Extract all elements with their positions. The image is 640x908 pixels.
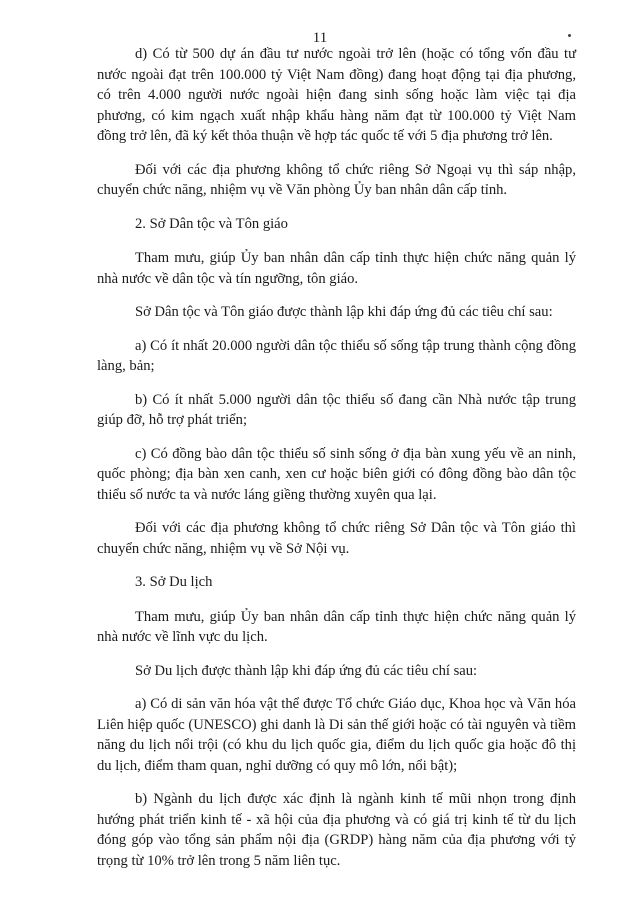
paragraph-foreign-affairs-merge-note: Đối với các địa phương không tổ chức riêng Sở Ngoại vụ thì sáp nhập, chuyển chức năng, nhiệm vụ về Văn phòng Ủy ban nhân dân cấp tỉnh. (97, 161, 576, 198)
paragraph-ethnic-religion-criteria-intro: Sở Dân tộc và Tôn giáo được thành lập khi đáp ứng đủ các tiêu chí sau: (135, 304, 553, 320)
paragraph-ethnic-criterion-c: c) Có đồng bào dân tộc thiểu số sinh sống ở địa bàn xung yếu về an ninh, quốc phòng; địa bàn xen canh, xen cư hoặc biên giới có đông đồng bào dân tộc thiểu số nước ta và nước láng giềng thường xuyên qua lại. (97, 445, 576, 503)
paragraph-ethnic-criterion-b: b) Có ít nhất 5.000 người dân tộc thiểu số đang cần Nhà nước tập trung giúp đỡ, hỗ trợ phát triển; (97, 391, 576, 428)
page-number: 11 (312, 30, 328, 46)
paragraph-criterion-d-foreign-affairs: d) Có từ 500 dự án đầu tư nước ngoài trở lên (hoặc có tổng vốn đầu tư nước ngoài đạt trên 100.000 tỷ Việt Nam đồng) đang hoạt động tại địa phương, có trên 4.000 người nước ngoài hiện đang sinh sống hoặc làm việc tại địa phương, có kim ngạch xuất nhập khẩu hàng năm đạt từ 100.000 tỷ Việt Nam đồng trở lên, đã ký kết thỏa thuận về hợp tác quốc tế với 5 địa phương trở lên. (97, 46, 576, 144)
paragraph-tourism-criterion-a: a) Có di sản văn hóa vật thể được Tổ chức Giáo dục, Khoa học và Văn hóa Liên hiệp quốc (UNESCO) ghi danh là Di sản thế giới hoặc có tài nguyên và tiềm năng du lịch nổi trội (có khu du lịch quốc gia, điểm du lịch quốc gia hoặc đô thị du lịch, điểm tham quan, nghỉ dưỡng có quy mô lớn, nổi bật); (97, 696, 576, 774)
paragraph-ethnic-religion-merge-note: Đối với các địa phương không tổ chức riêng Sở Dân tộc và Tôn giáo thì chuyển chức năng, nhiệm vụ về Sở Nội vụ. (97, 520, 576, 557)
section-heading-tourism: 3. Sở Du lịch (135, 574, 213, 590)
paragraph-ethnic-criterion-a: a) Có ít nhất 20.000 người dân tộc thiểu số sống tập trung thành cộng đồng làng, bản; (97, 337, 576, 374)
paragraph-tourism-function: Tham mưu, giúp Ủy ban nhân dân cấp tỉnh thực hiện chức năng quản lý nhà nước về lĩnh vực du lịch. (97, 608, 576, 645)
paragraph-tourism-criteria-intro: Sở Du lịch được thành lập khi đáp ứng đủ các tiêu chí sau: (135, 662, 478, 679)
document-body (97, 44, 576, 884)
paragraph-ethnic-religion-function: Tham mưu, giúp Ủy ban nhân dân cấp tỉnh thực hiện chức năng quản lý nhà nước về dân tộc và tín ngưỡng, tôn giáo. (97, 250, 576, 287)
section-heading-ethnic-religion: 2. Sở Dân tộc và Tôn giáo (135, 215, 288, 232)
paragraph-tourism-criterion-b: b) Ngành du lịch được xác định là ngành kinh tế mũi nhọn trong định hướng phát triển kinh tế - xã hội của địa phương và có giá trị kinh tế từ du lịch đóng góp vào tổng sản phẩm nội địa (GRDP) hàng năm của địa phương với tỷ trọng từ 10% trở lên trong 5 năm liên tục. (97, 791, 576, 869)
scan-mark (568, 34, 571, 37)
